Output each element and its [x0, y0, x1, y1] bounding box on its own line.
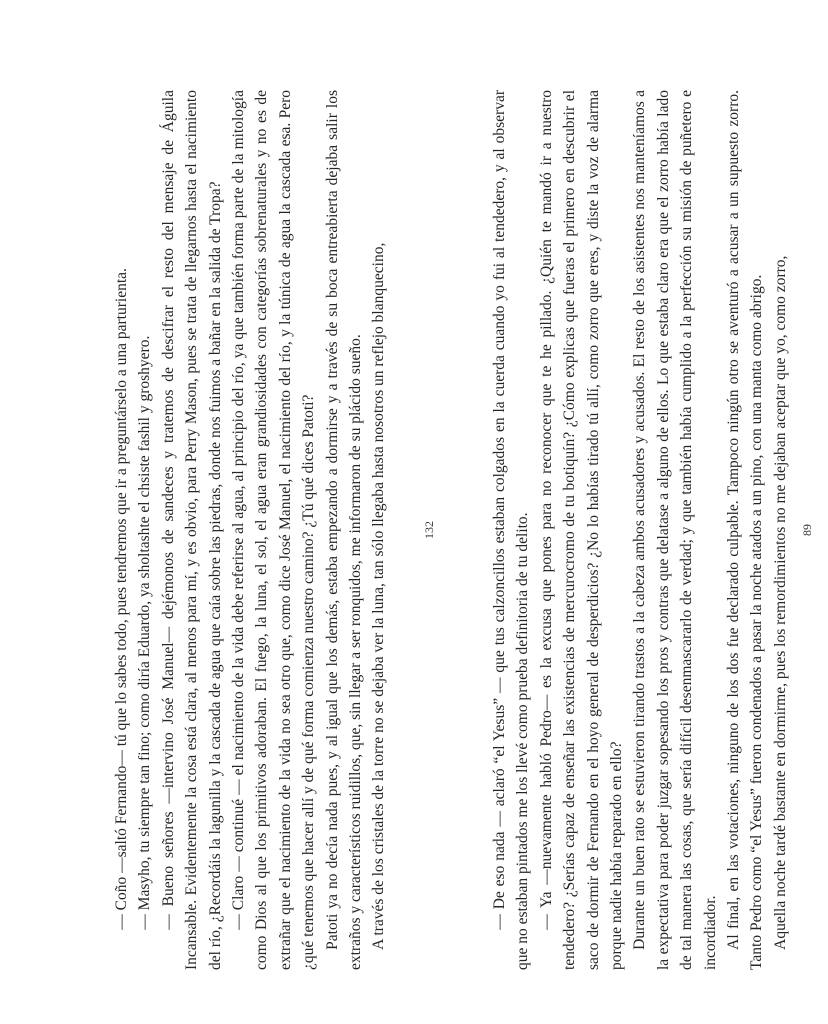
paragraph: Patoti ya no decía nada pues, y al igual que los demás, estaba empezando a dormirse y a través de su boca entreabierta dejaba salir los extraños y característicos ruidillos, que, sin llegar a ser ronquidos, me informaron de su plácido sueño.	[323, 90, 365, 970]
left-page-body	[110, 90, 390, 970]
paragraph: — Masyho, tu siempre tan fino; como diría Eduardo, ya sholtashte el chsiste fashil y groshyero.	[136, 335, 154, 930]
paragraph: A través de los cristales de la torre no se dejaba ver la luna, tan sólo llegaba hasta nosotros un reflejo blanquecino,	[370, 242, 388, 950]
right-page	[488, 55, 828, 1005]
paragraph: — De eso nada — aclaró “el Yesus” — que tus calzoncillos estaban colgados en la cuerda cuando yo fui al tendedero, y al observar que no estaban pintados me los llevé como prueba definitoria de tu delito.	[491, 90, 532, 970]
right-page-body	[488, 90, 789, 970]
paragraph: Aquella noche tardé bastante en dormirme, pues los remordimientos no me dejaban aceptar que yo, como zorro,	[771, 255, 789, 950]
paragraph: — Claro — continué — el nacimiento de la vida debe referirse al agua, al principio del río, ya que también forma parte de la mitología como Dios al que los primitivos adoraban. El fuego, la luna, el sol, el agua eran grandiosidades con categorías sobrenaturales y no es de extrañar que el nacimiento de la vida no sea otro que, como dice José Manuel, el nacimiento del río, y la túnica de agua la cascada esa. Pero ¿qué tenemos que hacer allí y de qué forma comienza nuestro camino? ¿Tú qué dices Patoti?	[230, 90, 318, 970]
paragraph: — Coño —saltó Fernando— tú que lo sabes todo, pues tendremos que ir a preguntárselo a una parturienta.	[113, 268, 130, 930]
paragraph: Durante un buen rato se estuvieron tirando trastos a la cabeza ambos acusadores y acusados. El resto de los asistentes nos manteníamos a la expectativa para poder juzgar sopesando los pros y contras que delatase a alguno de ellos. Lo que estaba claro era que el zorro había lado de tal manera las cosas, que sería difícil desenmascararlo de verdad; y que también había cumplido a la perfección su misión de puñetero e incordiador.	[631, 90, 719, 970]
paragraph: Al final, en las votaciones, ninguno de los dos fue declarado culpable. Tampoco ningún otro se aventuró a acusar a un supuesto zorro. Tanto Pedro como “el Yesus” fueron condenados a pasar la noche atados a un pino, con una manta como abrigo.	[725, 90, 766, 970]
page-number: 89	[800, 524, 814, 536]
paragraph: — Bueno señores —intervino José Manuel— dejémonos de sandeces y tratemos de descifrar el resto del mensaje de Águila Incansable. Evidentemente la cosa está clara, al menos para mí, y es obvio, para Perry Mason, pues se trata de llegarnos hasta el nacimiento del río, ¿Recordáis la lagunilla y la cascada de agua que caía sobre las piedras, donde nos fuimos a bañar en la salida de Tropa?	[159, 90, 224, 970]
paragraph: — Ya —nuevamente habló Pedro— es la excusa que pones para no reconocer que te he pillado. ¿Quién te mandó ir a nuestro tendedero? ¿Serías capaz de enseñar las existencias de mercurocromo de tu botiquín? ¿Cómo explicas que fueras el primero en descubrir el saco de dormir de Fernando en el hoyo general de desperdicios? ¿No lo habías tirado tú allí, como zorro que eres, y diste la voz de alarma porque nadie había reparado en ello?	[537, 90, 626, 970]
page-number: 132	[422, 521, 436, 539]
left-page	[110, 55, 450, 1005]
